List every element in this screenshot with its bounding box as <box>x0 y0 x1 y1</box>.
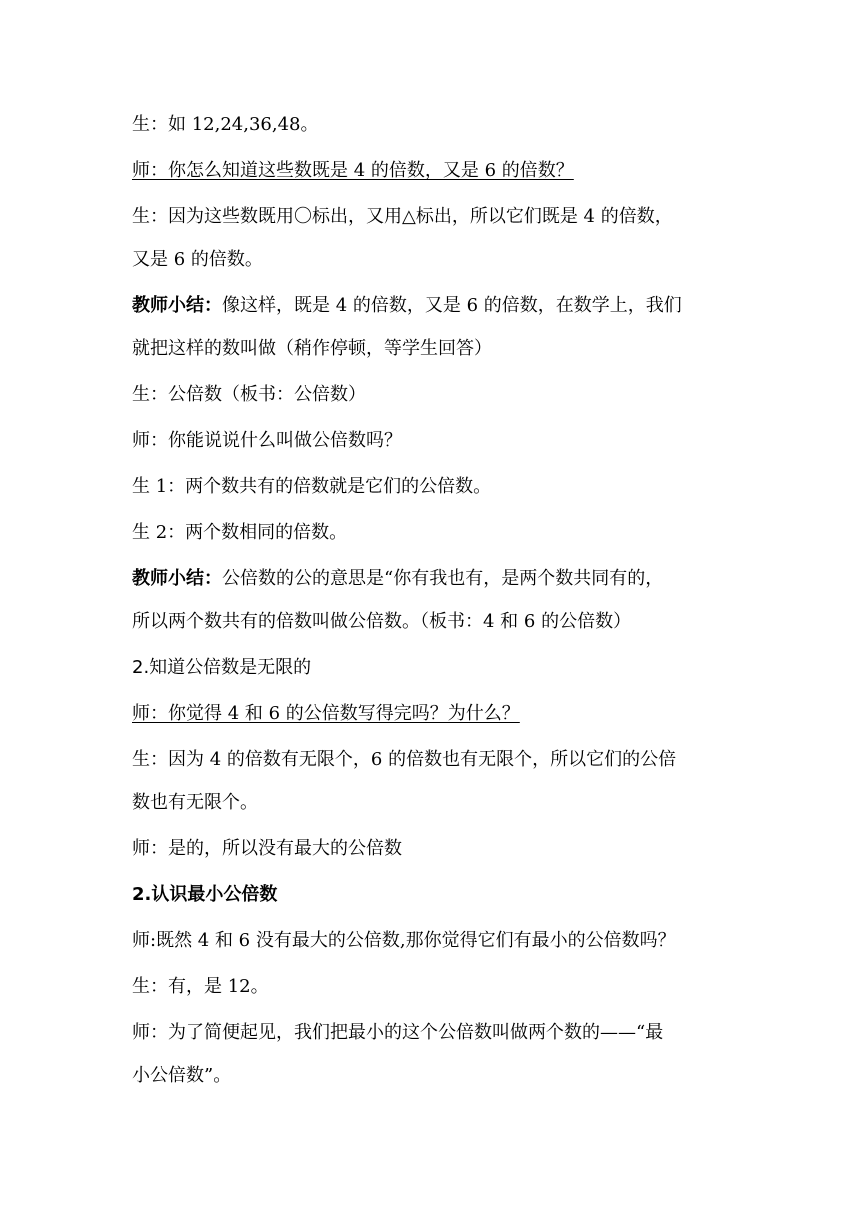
teacher-question-definition: 师：你能说说什么叫做公倍数吗？ <box>132 430 402 451</box>
student-answer-12: 生：有，是 12。 <box>132 976 269 997</box>
teacher-summary-1-line-1 <box>132 293 732 319</box>
teacher-lcm-definition-line-2: 小公倍数”。 <box>132 1065 232 1086</box>
student-reason-line-2: 又是 6 的倍数。 <box>132 249 263 270</box>
section-heading-lcm: 2.认识最小公倍数 <box>132 884 278 905</box>
teacher-summary-text: 像这样，既是 4 的倍数，又是 6 的倍数，在数学上，我们 <box>222 295 682 316</box>
section-heading-infinite: 2.知道公倍数是无限的 <box>132 657 312 678</box>
teacher-summary-label: 教师小结： <box>132 295 222 316</box>
teacher-question-finite: 师：你觉得 4 和 6 的公倍数写得完吗？为什么？ <box>132 703 520 724</box>
teacher-summary-2-line-2: 所以两个数共有的倍数叫做公倍数。（板书：4 和 6 的公倍数） <box>132 611 632 632</box>
student-answer-common-multiple: 生：公倍数（板书：公倍数） <box>132 384 366 405</box>
teacher-summary-1-line-2: 就把这样的数叫做（稍作停顿，等学生回答） <box>132 338 492 359</box>
teacher-summary-text: 公倍数的公的意思是“你有我也有，是两个数共同有的， <box>222 568 664 589</box>
teacher-summary-2-line-1 <box>132 566 732 592</box>
student-reason-line-1: 生：因为这些数既用〇标出，又用△标出，所以它们既是 4 的倍数， <box>132 206 673 227</box>
teacher-lcm-definition-line-1: 师：为了简便起见，我们把最小的这个公倍数叫做两个数的——“最 <box>132 1022 664 1043</box>
student-infinite-line-1: 生：因为 4 的倍数有无限个，6 的倍数也有无限个，所以它们的公倍 <box>132 749 677 770</box>
teacher-no-largest: 师：是的，所以没有最大的公倍数 <box>132 838 402 859</box>
teacher-question-why: 师：你怎么知道这些数既是 4 的倍数，又是 6 的倍数？ <box>132 160 574 181</box>
student-1-answer: 生 1：两个数共有的倍数就是它们的公倍数。 <box>132 476 492 497</box>
student-2-answer: 生 2：两个数相同的倍数。 <box>132 522 348 543</box>
student-infinite-line-2: 数也有无限个。 <box>132 792 258 813</box>
document-body <box>132 112 732 1089</box>
student-answer-examples: 生：如 12,24,36,48。 <box>132 114 319 135</box>
teacher-summary-label: 教师小结： <box>132 568 222 589</box>
teacher-question-smallest: 师:既然 4 和 6 没有最大的公倍数,那你觉得它们有最小的公倍数吗？ <box>132 930 676 951</box>
